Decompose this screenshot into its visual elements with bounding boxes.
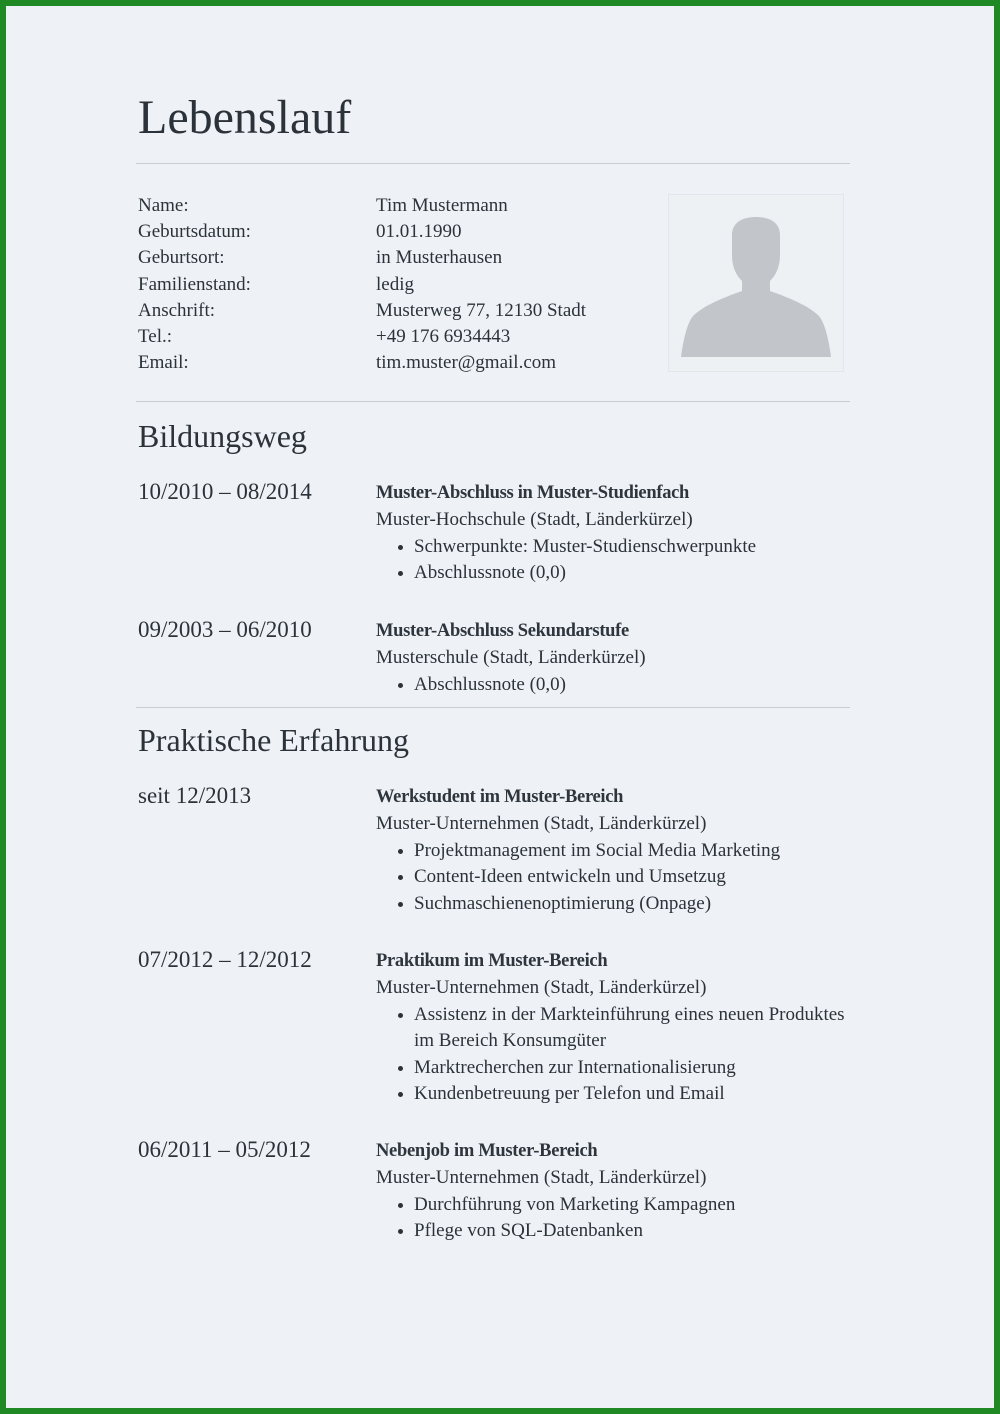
entry-body <box>376 1138 852 1245</box>
entry-bullets <box>376 672 852 699</box>
entry-title: Werkstudent im Muster-Bereich <box>376 787 624 807</box>
personal-label: Name: <box>138 195 189 216</box>
entry-bullets <box>376 1192 852 1245</box>
bullet-item: Kundenbetreuung per Telefon und Email <box>376 1081 852 1108</box>
entry-body <box>376 480 852 587</box>
bullet-item: Pflege von SQL-Datenbanken <box>376 1218 852 1245</box>
entry-title: Muster-Abschluss Sekundarstufe <box>376 621 629 641</box>
entry-body <box>376 784 852 917</box>
entry-institution: Muster-Hochschule (Stadt, Länderkürzel) <box>376 509 693 530</box>
section-divider <box>136 707 850 708</box>
page-title: Lebenslauf <box>138 91 352 144</box>
entry-body <box>376 948 852 1108</box>
personal-label: Geburtsdatum: <box>138 221 251 243</box>
personal-label: Email: <box>138 352 189 374</box>
bullet-item: Durchführung von Marketing Kampagnen <box>376 1192 852 1219</box>
entry-date: 06/2011 – 05/2012 <box>138 1137 311 1162</box>
personal-value: 01.01.1990 <box>376 221 462 243</box>
entry-bullets <box>376 1002 852 1108</box>
personal-value: ledig <box>376 273 414 295</box>
personal-value: +49 176 6934443 <box>376 325 511 347</box>
entry-bullets <box>376 534 852 587</box>
bullet-item: Abschlussnote (0,0) <box>376 560 852 587</box>
personal-value: Musterweg 77, 12130 Stadt <box>376 299 587 321</box>
bullet-item: Schwerpunkte: Muster-Studienschwerpunkte <box>376 534 852 561</box>
bullet-item: Projektmanagement im Social Media Marketing <box>376 838 852 865</box>
personal-row-name <box>138 194 658 220</box>
bullet-item: Assistenz in der Markteinführung eines neuen Produktes im Bereich Konsumgüter <box>376 1002 852 1055</box>
personal-value: Tim Mustermann <box>376 195 508 216</box>
bullet-item: Marktrecherchen zur Internationalisierung <box>376 1055 852 1082</box>
entry-date: 09/2003 – 06/2010 <box>138 617 312 642</box>
bullet-item: Abschlussnote (0,0) <box>376 672 852 699</box>
entry-institution: Muster-Unternehmen (Stadt, Länderkürzel) <box>376 977 707 998</box>
personal-label: Geburtsort: <box>138 247 225 269</box>
education-heading: Bildungsweg <box>138 418 307 454</box>
personal-row-marital-status <box>138 273 658 299</box>
experience-heading: Praktische Erfahrung <box>138 722 410 758</box>
personal-row-birthplace <box>138 246 658 272</box>
bullet-item: Suchmaschienenoptimierung (Onpage) <box>376 891 852 918</box>
entry-title: Praktikum im Muster-Bereich <box>376 951 608 971</box>
personal-row-address <box>138 299 658 325</box>
personal-row-email <box>138 351 658 377</box>
entry-institution: Musterschule (Stadt, Länderkürzel) <box>376 647 646 668</box>
entry-title: Muster-Abschluss in Muster-Studienfach <box>376 483 690 503</box>
section-divider <box>136 401 850 402</box>
entry-title: Nebenjob im Muster-Bereich <box>376 1141 598 1161</box>
entry-date: 07/2012 – 12/2012 <box>138 947 312 972</box>
profile-photo <box>668 194 844 372</box>
personal-value: in Musterhausen <box>376 247 503 269</box>
personal-row-birthdate <box>138 220 658 246</box>
entry-institution: Muster-Unternehmen (Stadt, Länderkürzel) <box>376 1167 707 1188</box>
avatar-silhouette-icon <box>669 195 843 371</box>
personal-row-phone <box>138 325 658 351</box>
entry-date: 10/2010 – 08/2014 <box>138 479 312 504</box>
entry-date: seit 12/2013 <box>138 783 252 808</box>
cv-page <box>6 6 994 1408</box>
personal-label: Familienstand: <box>138 273 251 295</box>
bullet-item: Content-Ideen entwickeln und Umsetzug <box>376 864 852 891</box>
entry-bullets <box>376 838 852 918</box>
title-divider <box>136 163 850 164</box>
entry-institution: Muster-Unternehmen (Stadt, Länderkürzel) <box>376 813 707 834</box>
personal-details <box>138 194 658 377</box>
entry-body <box>376 618 852 698</box>
personal-value: tim.muster@gmail.com <box>376 352 557 374</box>
personal-label: Anschrift: <box>138 299 216 321</box>
personal-label: Tel.: <box>138 325 173 347</box>
